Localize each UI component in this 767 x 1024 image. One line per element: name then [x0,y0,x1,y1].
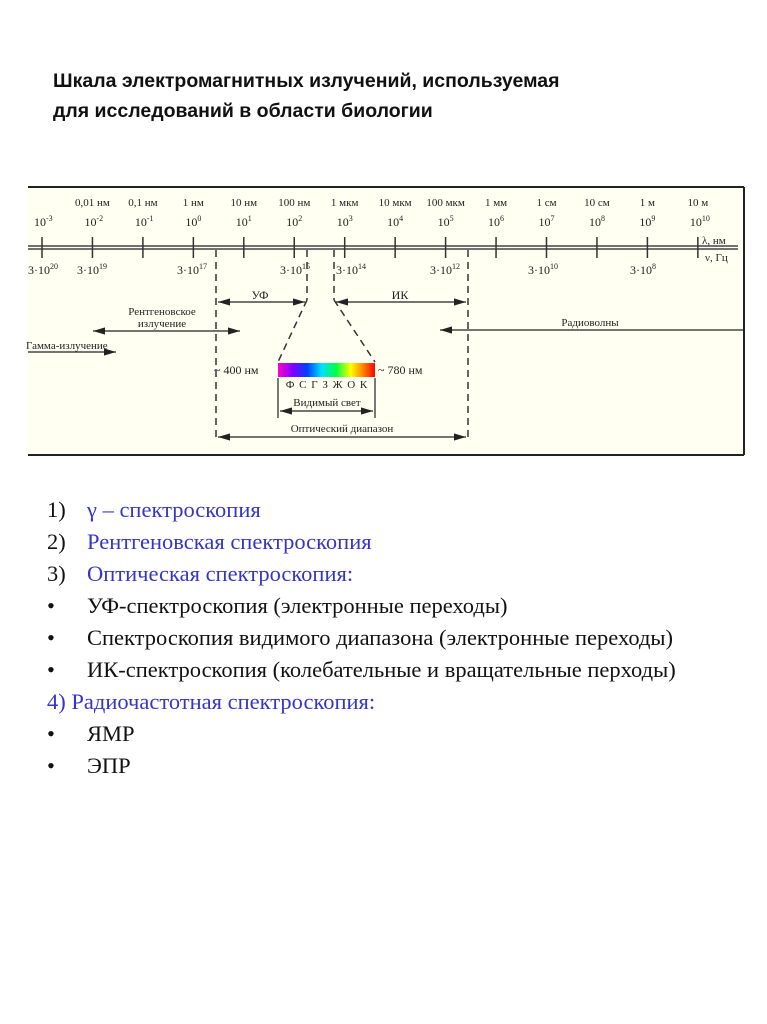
power-base: 10 [336,215,349,229]
power-exponent: 7 [550,214,555,223]
wavelength-label: 0,01 нм [75,197,110,209]
power-base: 10 [437,215,450,229]
frequency-exponent: 15 [302,262,310,271]
lambda-axis-label: λ, нм [702,235,726,247]
wavelength-label: 1 мкм [330,197,359,209]
nu-axis-label: ν, Гц [705,252,728,264]
power-exponent: 3 [348,214,353,223]
frequency-base: 3·10 [77,263,99,277]
frequency-exponent: 10 [550,262,558,271]
wavelength-label: 1 нм [182,197,204,209]
list-text: УФ-спектроскопия (электронные переходы) [87,593,508,618]
power-base: 10 [34,215,46,229]
power-base: 10 [286,215,299,229]
wavelength-label: 100 мкм [426,197,465,209]
title-line-1: Шкала электромагнитных излучений, используемая [53,70,560,92]
list-number: 3) [47,561,66,586]
power-exponent: -3 [46,214,53,223]
power-base: 10 [639,215,652,229]
frequency-base: 3·10 [430,263,452,277]
visible-spectrum-bar [278,363,375,377]
bullet: • [47,625,55,650]
frequency-base: 3·10 [336,263,358,277]
list-number: 2) [47,529,66,554]
bullet: • [47,721,55,746]
power-base: 10 [185,215,198,229]
power-exponent: 9 [651,214,656,223]
power-base: 10 [84,215,97,229]
bullet: • [47,593,55,618]
frequency-base: 3·10 [528,263,550,277]
list-text: Рентгеновская спектроскопия [87,529,372,554]
ir-label: ИК [391,288,409,302]
uv-label: УФ [251,288,269,302]
frequency-exponent: 14 [358,262,366,271]
frequency-exponent: 12 [452,262,460,271]
list-text: ЭПР [87,753,131,778]
wavelength-label: 10 нм [230,197,258,209]
power-base: 10 [235,215,248,229]
wavelength-label: 1 мм [484,197,508,209]
power-base: 10 [538,215,551,229]
power-exponent: 5 [449,214,454,223]
list-item [47,718,727,750]
frequency-exponent: 17 [199,262,207,271]
frequency-base: 3·10 [630,263,652,277]
list-item [47,686,727,718]
radio-label: Радиоволны [561,317,619,329]
wavelength-label: 10 мкм [378,197,412,209]
list-item [47,558,727,590]
frequency-exponent: 19 [99,262,107,271]
list-text: Оптическая спектроскопия: [87,561,354,586]
frequency-base: 3·10 [28,263,50,277]
list-number: 1) [47,497,66,522]
wavelength-label: 0,1 нм [128,197,158,209]
wavelength-label: 1 м [639,197,656,209]
list-item [47,750,727,782]
optical-label: Оптический диапазон [290,423,394,435]
power-exponent: -1 [146,214,154,223]
wavelength-label: 10 см [584,197,610,209]
nm780-label: ~ 780 нм [378,363,423,377]
list-text: ЯМР [87,721,135,746]
frequency-base: 3·10 [177,263,199,277]
xray-label-2: излучение [137,318,187,330]
list-text: Спектроскопия видимого диапазона (электронные переходы) [87,625,673,650]
power-exponent: 2 [298,214,303,223]
power-exponent: 4 [399,214,404,223]
wavelength-label: 1 см [536,197,557,209]
list-heading: 4) Радиочастотная спектроскопия: [47,689,376,714]
color-letters: Ф С Г З Ж О К [285,379,369,391]
power-exponent: -2 [96,214,104,223]
spectroscopy-list [47,494,727,782]
frequency-exponent: 8 [652,262,656,271]
power-exponent: 10 [701,214,710,223]
title-line-2: для исследований в области биологии [53,100,433,122]
list-text: γ – спектроскопия [87,497,261,522]
frequency-exponent: 20 [50,262,58,271]
power-base: 10 [689,215,702,229]
list-item [47,622,727,654]
wavelength-label: 100 нм [278,197,311,209]
list-item [47,654,727,686]
xray-label-1: Рентгеновское [128,306,196,318]
nm400-label: ~ 400 нм [214,363,259,377]
power-base: 10 [134,215,147,229]
gamma-label: Гамма-излучение [26,340,108,352]
power-base: 10 [588,215,601,229]
power-exponent: 0 [197,214,202,223]
visible-label: Видимый свет [293,397,361,409]
power-base: 10 [488,215,501,229]
frequency-base: 3·10 [280,263,302,277]
power-exponent: 6 [500,214,505,223]
list-item [47,590,727,622]
bullet: • [47,753,55,778]
list-text: ИК-спектроскопия (колебательные и вращательные перходы) [87,657,676,682]
power-base: 10 [387,215,400,229]
list-item [47,526,727,558]
bullet: • [47,657,55,682]
power-exponent: 8 [600,214,605,223]
power-exponent: 1 [247,214,252,223]
list-item [47,494,727,526]
wavelength-label: 10 м [687,197,709,209]
